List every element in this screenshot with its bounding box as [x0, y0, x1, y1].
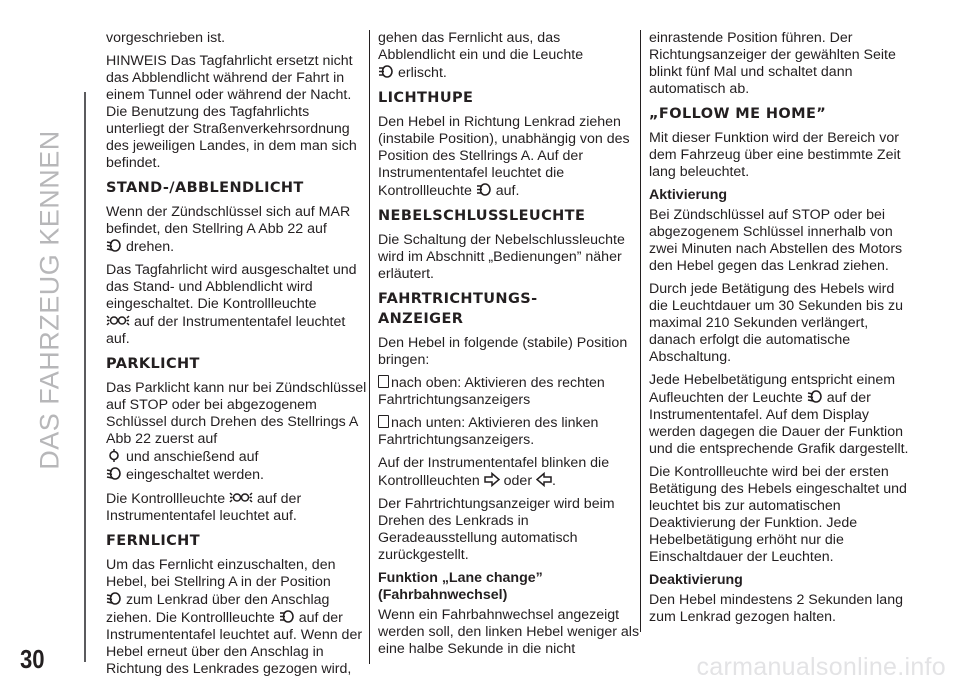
high-beam-icon [476, 182, 492, 197]
section-heading-stand: STAND-/ABBLENDLICHT [106, 180, 304, 196]
paragraph: einrastende Position führen. Der Richtungsanzeiger der gewählten Seite blinkt fünf Mal und schaltet dann automatisch ab. [649, 30, 896, 97]
subheading-lane-change: Funktion „Lane change” (Fahrbahnwechsel) [378, 570, 543, 603]
column-1 [106, 30, 368, 684]
paragraph: Bei Zündschlüssel auf STOP oder bei abgezogenem Schlüssel innerhalb von zwei Minuten nach Abstellen des Motors den Hebel gegen das Lenkrad ziehen. [649, 207, 903, 274]
section-heading-nebel: NEBELSCHLUSSLEUCHTE [378, 208, 586, 224]
paragraph: Den Hebel in Richtung Lenkrad ziehen (instabile Position), unabhängig von des Position des Stellrings A. Auf der Instrumententafel leuchtet die Kontrollleuchte auf. [378, 114, 630, 199]
position-light-icon [229, 490, 253, 505]
arrow-right-icon [484, 472, 500, 487]
page-number: 30 [20, 644, 45, 674]
checkbox-bullet-icon [378, 375, 389, 388]
margin-rule [84, 92, 86, 662]
checkbox-bullet-icon [378, 415, 389, 428]
paragraph: vorgeschrieben ist. [106, 30, 226, 46]
position-light-icon [106, 313, 130, 328]
section-heading-follow-me-home: „FOLLOW ME HOME” [649, 106, 827, 122]
high-beam-icon [378, 64, 394, 79]
low-beam-icon [106, 238, 122, 253]
paragraph: Das Parklicht kann nur bei Zündschlüssel auf STOP oder bei abgezogenem Schlüssel durch Drehen des Stellrings A Abb 22 zuerst auf und anschießend auf eingeschaltet werden. [106, 380, 367, 483]
column-2 [369, 30, 640, 664]
paragraph: Die Kontrollleuchte wird bei der ersten Betätigung des Hebels eingeschaltet und leuchtet bis zur automatischen Deaktivierung der Funktion. Jede Hebelbetätigung erhöht nur die Einschaltdauer der Leuchten. [649, 464, 907, 565]
subheading-aktivierung: Aktivierung [649, 187, 728, 203]
column-3 [640, 30, 911, 632]
paragraph: Die Kontrollleuchte auf der Instrumententafel leuchtet auf. [106, 491, 302, 524]
paragraph: Der Fahrtrichtungsanzeiger wird beim Drehen des Lenkrads in Geradeausstellung automatisch zurückgestellt. [378, 496, 615, 563]
paragraph: Durch jede Betätigung des Hebels wird die Leuchtdauer um 30 Sekunden bis zu maximal 210 Sekunden verlängert, danach erfolgt die automatische Abschaltung. [649, 281, 903, 365]
paragraph: Um das Fernlicht einzuschalten, den Hebel, bei Stellring A in der Position zum Lenkrad über den Anschlag ziehen. Die Kontrollleuchte auf der Instrumententafel leuchtet auf. Wenn der Hebel erneut über den Anschlag in Richtung des Lenkrades gezogen wird, [106, 557, 363, 677]
watermark: carmanualsonline.info [696, 653, 946, 681]
section-heading-lichthupe: LICHTHUPE [378, 90, 474, 106]
paragraph: Wenn ein Fahrbahnwechsel angezeigt werden soll, den linken Hebel weniger als eine halbe Sekunde in die nicht [378, 607, 640, 657]
list-item: nach unten: Aktivieren des linken Fahrtrichtungsanzeigers. [378, 415, 599, 448]
list-item: nach oben: Aktivieren des rechten Fahrtrichtungsanzeigers [378, 375, 605, 408]
paragraph: gehen das Fernlicht aus, das Abblendlicht ein und die Leuchte erlischt. [378, 30, 584, 81]
paragraph: Die Schaltung der Nebelschlussleuchte wird im Abschnitt „Bedienungen” näher erläutert. [378, 232, 625, 282]
section-heading-park: PARKLICHT [106, 356, 200, 372]
paragraph: Den Hebel in folgende (stabile) Position bringen: [378, 335, 628, 368]
parking-light-icon [106, 448, 122, 463]
subheading-deaktivierung: Deaktivierung [649, 572, 743, 588]
low-beam-icon [106, 591, 122, 606]
paragraph: Auf der Instrumententafel blinken die Kontrollleuchten oder . [378, 455, 610, 489]
arrow-left-icon [536, 472, 552, 487]
paragraph: Den Hebel mindestens 2 Sekunden lang zum Lenkrad gezogen halten. [649, 592, 903, 625]
low-beam-icon [807, 389, 823, 404]
high-beam-icon [279, 609, 295, 624]
section-heading-fahrtrichtung: FAHRTRICHTUNGS- ANZEIGER [378, 291, 538, 327]
paragraph: HINWEIS Das Tagfahrlicht ersetzt nicht das Abblendlicht während der Fahrt in einem Tunnel oder während der Nacht. Die Benutzung des Tagfahrlichts unterliegt der Straßenverkehrsordnung des jeweiligen Landes, in dem man sich befindet. [106, 53, 357, 171]
paragraph: Das Tagfahrlicht wird ausgeschaltet und das Stand- und Abblendlicht wird eingeschaltet. Die Kontrollleuchte auf der Instrumententafel leuchtet auf. [106, 262, 357, 347]
paragraph: Wenn der Zündschlüssel sich auf MAR befindet, den Stellring A Abb 22 auf drehen. [106, 204, 351, 255]
paragraph: Jede Hebelbetätigung entspricht einem Aufleuchten der Leuchte auf der Instrumententafel. Auf dem Display werden dagegen die Dauer der Funktion und die entsprechende Grafik dargestellt. [649, 372, 909, 457]
low-beam-icon [106, 466, 122, 481]
paragraph: Mit dieser Funktion wird der Bereich vor dem Fahrzeug über eine bestimmte Zeit lang beleuchtet. [649, 130, 901, 180]
section-heading-fern: FERNLICHT [106, 533, 201, 549]
